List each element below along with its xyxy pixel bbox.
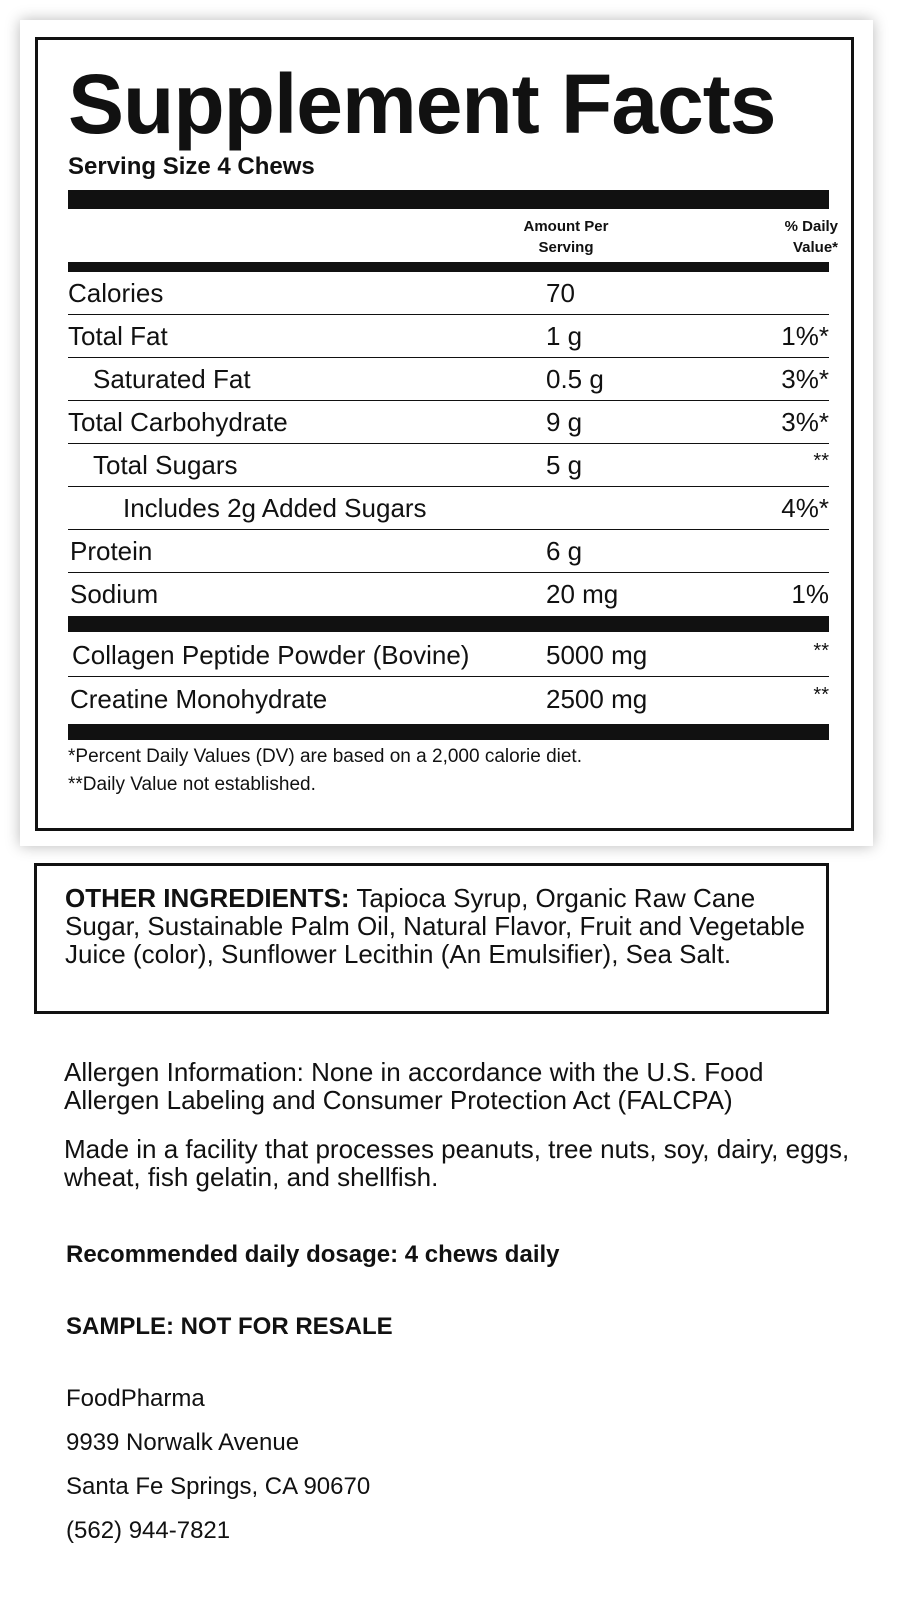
nutrient-amount: 20 mg — [546, 579, 619, 609]
nutrient-row-protein — [68, 530, 829, 573]
header-divider — [68, 262, 829, 272]
recommended-dosage: Recommended daily dosage: 4 chews daily — [66, 1241, 560, 1268]
facts-title: Supplement Facts — [68, 57, 776, 151]
nutrient-name: Protein — [70, 536, 153, 566]
supplement-daily-value: ** — [813, 640, 829, 662]
facility-statement: Made in a facility that processes peanuts, tree nuts, soy, dairy, eggs, wheat, fish gelatin, and shellfish. — [64, 1134, 850, 1192]
footnote-not-established: **Daily Value not established. — [68, 774, 316, 795]
nutrient-amount: 5 g — [546, 450, 583, 480]
sample-notice: SAMPLE: NOT FOR RESALE — [66, 1313, 393, 1340]
nutrient-daily-value: 1% — [791, 579, 829, 609]
supplement-amount: 2500 mg — [546, 684, 648, 714]
supplement-row-creatine — [68, 678, 829, 721]
company-name: FoodPharma — [66, 1385, 205, 1412]
nutrient-name: Total Fat — [68, 321, 168, 351]
nutrient-amount: 0.5 g — [546, 364, 604, 394]
thick-divider — [68, 724, 829, 740]
supplement-amount: 5000 mg — [546, 640, 648, 670]
supplement-name: Creatine Monohydrate — [70, 684, 328, 714]
nutrient-daily-value: 3%* — [781, 364, 829, 394]
nutrient-amount: 70 — [546, 278, 575, 308]
nutrient-amount: 1 g — [546, 321, 583, 351]
supplement-name: Collagen Peptide Powder (Bovine) — [72, 640, 470, 670]
nutrient-row-total-fat — [68, 315, 829, 358]
supplement-facts-panel — [35, 37, 854, 831]
footnote-daily-values: *Percent Daily Values (DV) are based on a 2,000 calorie diet. — [68, 746, 582, 767]
nutrient-row-sodium — [68, 573, 829, 616]
nutrient-name: Includes 2g Added Sugars — [123, 493, 427, 523]
allergen-information: Allergen Information: None in accordance with the U.S. Food Allergen Labeling and Consumer Protection Act (FALCPA) — [64, 1057, 764, 1115]
nutrient-name: Calories — [68, 278, 164, 308]
other-ingredients-list: Tapioca Syrup, Organic Raw Cane Sugar, Sustainable Palm Oil, Natural Flavor, Fruit and Vegetable Juice (color), Sunflower Lecithin (An Emulsifier), Sea Salt. — [65, 883, 805, 969]
nutrient-row-saturated-fat — [68, 358, 829, 401]
company-city: Santa Fe Springs, CA 90670 — [66, 1473, 371, 1500]
nutrient-row-added-sugars — [68, 487, 829, 530]
supplement-daily-value: ** — [813, 684, 829, 706]
thick-divider — [68, 190, 829, 209]
thick-divider — [68, 616, 829, 632]
company-street: 9939 Norwalk Avenue — [66, 1429, 300, 1456]
nutrient-row-total-carbohydrate — [68, 401, 829, 444]
supplement-row-collagen — [68, 634, 829, 677]
nutrient-daily-value: 4%* — [781, 493, 829, 523]
column-header-daily-value: % Daily Value* — [784, 218, 838, 256]
nutrient-name: Sodium — [70, 579, 159, 609]
other-ingredients-panel — [34, 863, 829, 1014]
nutrient-name: Total Carbohydrate — [68, 407, 288, 437]
nutrient-amount: 6 g — [546, 536, 583, 566]
column-header-amount: Amount Per Serving — [523, 218, 609, 256]
nutrient-daily-value: 1%* — [781, 321, 829, 351]
nutrient-row-calories — [68, 272, 829, 315]
other-ingredients-text — [65, 884, 805, 968]
nutrient-daily-value: 3%* — [781, 407, 829, 437]
other-ingredients-label: OTHER INGREDIENTS: — [65, 883, 350, 913]
nutrient-name: Total Sugars — [93, 450, 238, 480]
nutrient-row-total-sugars — [68, 444, 829, 487]
nutrient-amount: 9 g — [546, 407, 583, 437]
company-phone: (562) 944-7821 — [66, 1517, 231, 1544]
nutrient-name: Saturated Fat — [93, 364, 251, 394]
nutrient-daily-value: ** — [813, 450, 829, 472]
serving-size: Serving Size 4 Chews — [68, 153, 315, 180]
